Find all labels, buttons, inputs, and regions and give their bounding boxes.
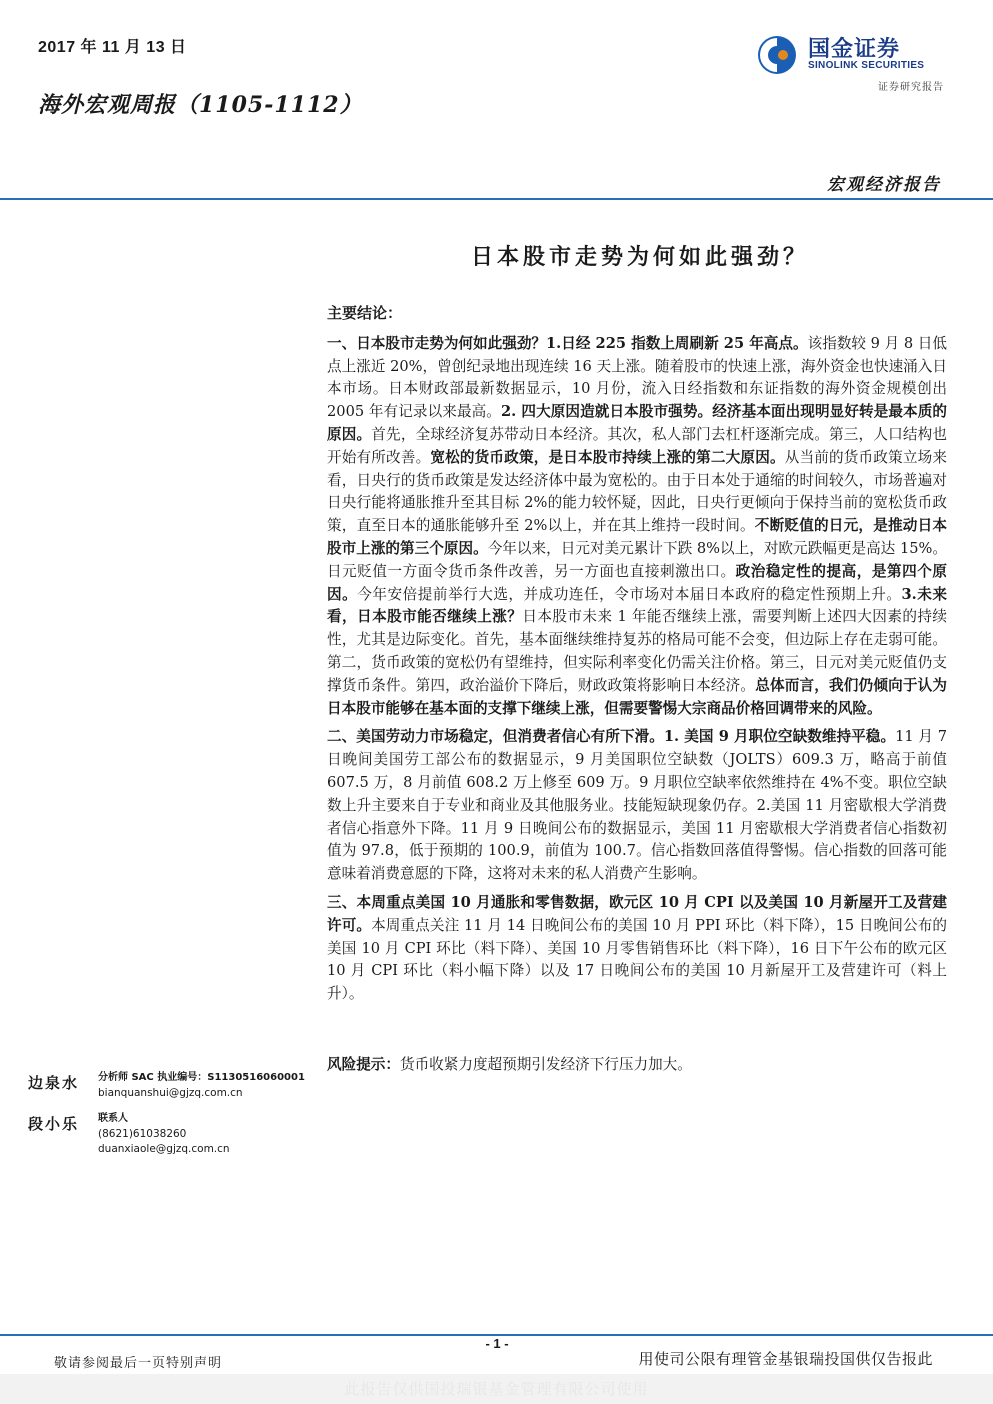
bold-text-run: 宽松的货币政策，是日本股市持续上涨的第二大原因。 bbox=[430, 448, 785, 466]
watermark: 此报告仅供国投瑞银基金管理有限公司使用 bbox=[0, 1374, 993, 1404]
bold-text-run: 一、日本股市走势为何如此强劲？1.日经 225 指数上周刷新 25 年高点。 bbox=[327, 334, 808, 352]
bold-text-run: 不断贬值的日元，是推动日本股市上涨的第三个原因。 bbox=[327, 517, 947, 557]
analyst-email: bianquanshui@gjzq.com.cn bbox=[98, 1086, 243, 1099]
logo-english-name: SINOLINK SECURITIES bbox=[808, 60, 925, 71]
report-type: 宏观经济报告 bbox=[827, 175, 941, 195]
report-date: 2017 年 11 月 13 日 bbox=[38, 39, 187, 56]
bold-text-run: 二、美国劳动力市场稳定，但消费者信心有所下滑。1. 美国 9 月职位空缺数维持平稳。 bbox=[327, 728, 896, 746]
page-number: - 1 - bbox=[485, 1336, 509, 1351]
analyst-email: duanxiaole@gjzq.com.cn bbox=[98, 1143, 230, 1155]
text-run: 日本股市未来 1 年能否继续上涨，需要判断上述四大因素的持续性，尤其是边际变化。首先，基本面继续维持复苏的格局可能不会变，但边际上存在走弱可能。第二，货币政策的宽松仍有望维持，但实际利率变化仍需关注价格。第三，日元对美元贬值仍支撑货币条件。第四，政治溢价下降后，财政政策将影响日本经济。 bbox=[327, 608, 947, 694]
footer-usage-note: 用使司公限有理管金基银瑞投国供仅告报此 bbox=[638, 1350, 933, 1368]
company-logo bbox=[756, 32, 946, 94]
analyst-role: 联系人 bbox=[98, 1113, 128, 1124]
analyst-name: 段小乐 bbox=[28, 1115, 80, 1133]
bold-text-run: 总体而言，我们仍倾向于认为日本股市能够在基本面的支撑下继续上涨，但需要警惕大宗商品价格回调带来的风险。 bbox=[327, 676, 947, 717]
text-run: 首先，全球经济复苏带动日本经济。其次，私人部门去杠杆逐渐完成。第三，人口结构也开始有所改善。 bbox=[327, 425, 947, 466]
disclaimer-note: 敬请参阅最后一页特别声明 bbox=[54, 1356, 223, 1371]
risk-note bbox=[327, 1054, 947, 1077]
section-1 bbox=[327, 333, 947, 721]
conclusions-heading: 主要结论： bbox=[327, 304, 403, 322]
text-run: 货币收紧力度超预期引发经济下行压力加大。 bbox=[399, 1055, 692, 1073]
header-divider bbox=[0, 198, 993, 200]
text-run: 今年以来，日元对美元累计下跌 8%以上，对欧元跌幅更是高达 15%。日元贬值一方面令货币条件改善，另一方面也直接刺激出口。 bbox=[327, 539, 947, 580]
text-run: 从当前的货币政策立场来看，日央行的货币政策是发达经济体中最为宽松的。由于日本处于通缩的时间较久，市场普遍对日央行能将通胀推升至其目标 2%的能力较怀疑，因此，日央行更倾向于保持当前的宽松货币政策，直至日本的通胀能够升至 2%以上，并在其上维持一段时间。 bbox=[327, 448, 947, 535]
main-content bbox=[327, 302, 947, 1083]
bold-text-run: 3.未来看，日本股市能否继续上涨？ bbox=[327, 585, 947, 626]
analyst-block bbox=[28, 1070, 318, 1168]
analyst-2 bbox=[28, 1111, 318, 1158]
bold-text-run: 三、本周重点美国 10 月通胀和零售数据，欧元区 10 月 CPI 以及美国 10 月新屋开工及营建许可。 bbox=[327, 893, 947, 934]
section-3 bbox=[327, 892, 947, 1006]
analyst-1 bbox=[28, 1070, 318, 1101]
bold-text-run: 2. 四大原因造就日本股市强势。经济基本面出现明显好转是最本质的原因。 bbox=[327, 403, 947, 443]
report-title: 海外宏观周报（1105-1112） bbox=[38, 92, 363, 118]
bold-text-run: 风险提示： bbox=[327, 1055, 400, 1073]
text-run: 该指数较 9 月 8 日低点上涨近 20%，曾创纪录地出现连续 16 天上涨。随着股市的快速上涨，海外资金也快速涌入日本市场。日本财政部最新数据显示，10 月份，流入日经指数和东证指数的海外资金规模创出 2005 年有记录以来最高。 bbox=[327, 334, 947, 421]
bold-text-run: 政治稳定性的提高，是第四个原因。 bbox=[327, 562, 947, 603]
section-2 bbox=[327, 726, 947, 886]
analyst-role: 分析师 SAC 执业编号：S1130516060001 bbox=[98, 1072, 305, 1083]
text-run: 本周重点关注 11 月 14 日晚间公布的美国 10 月 PPI 环比（料下降），15 日晚间公布的美国 10 月 CPI 环比（料下降）、美国 10 月零售销售环比（料下降），16 日下午公布的欧元区 10 月 CPI 环比（料小幅下降）以及 17 日晚间公布的美国 10 月新屋开工及营建许可（料上升）。 bbox=[327, 916, 947, 1003]
analyst-name: 边泉水 bbox=[28, 1074, 80, 1092]
analyst-phone: (8621)61038260 bbox=[98, 1127, 187, 1140]
sinolink-logo-icon bbox=[756, 34, 798, 76]
logo-chinese-name: 国金证券 bbox=[808, 37, 901, 62]
text-run: 11 月 7 日晚间美国劳工部公布的数据显示，9 月美国职位空缺数（JOLTS）609.3 万，略高于前值 607.5 万，8 月前值 608.2 万上修至 609 万。9 月职位空缺率依然维持在 4%不变。职位空缺数上升主要来自于专业和商业及其他服务业。技能短缺现象仍存。2.美国 11 月密歇根大学消费者信心指意外下降。11 月 9 日晚间公布的数据显示，美国 11 月密歇根大学消费者信心指数初值为 97.8，低于预期的 100.9，前值为 100.7。信心指数回落值得警惕。信心指数的回落可能意味着消费意愿的下降，这将对未来的私人消费产生影响。 bbox=[327, 728, 947, 883]
headline: 日本股市走势为何如此强劲？ bbox=[470, 244, 809, 270]
logo-subtitle: 证券研究报告 bbox=[878, 82, 944, 93]
text-run: 今年安倍提前举行大选，并成功连任，令市场对本届日本政府的稳定性预期上升。 bbox=[357, 585, 902, 603]
